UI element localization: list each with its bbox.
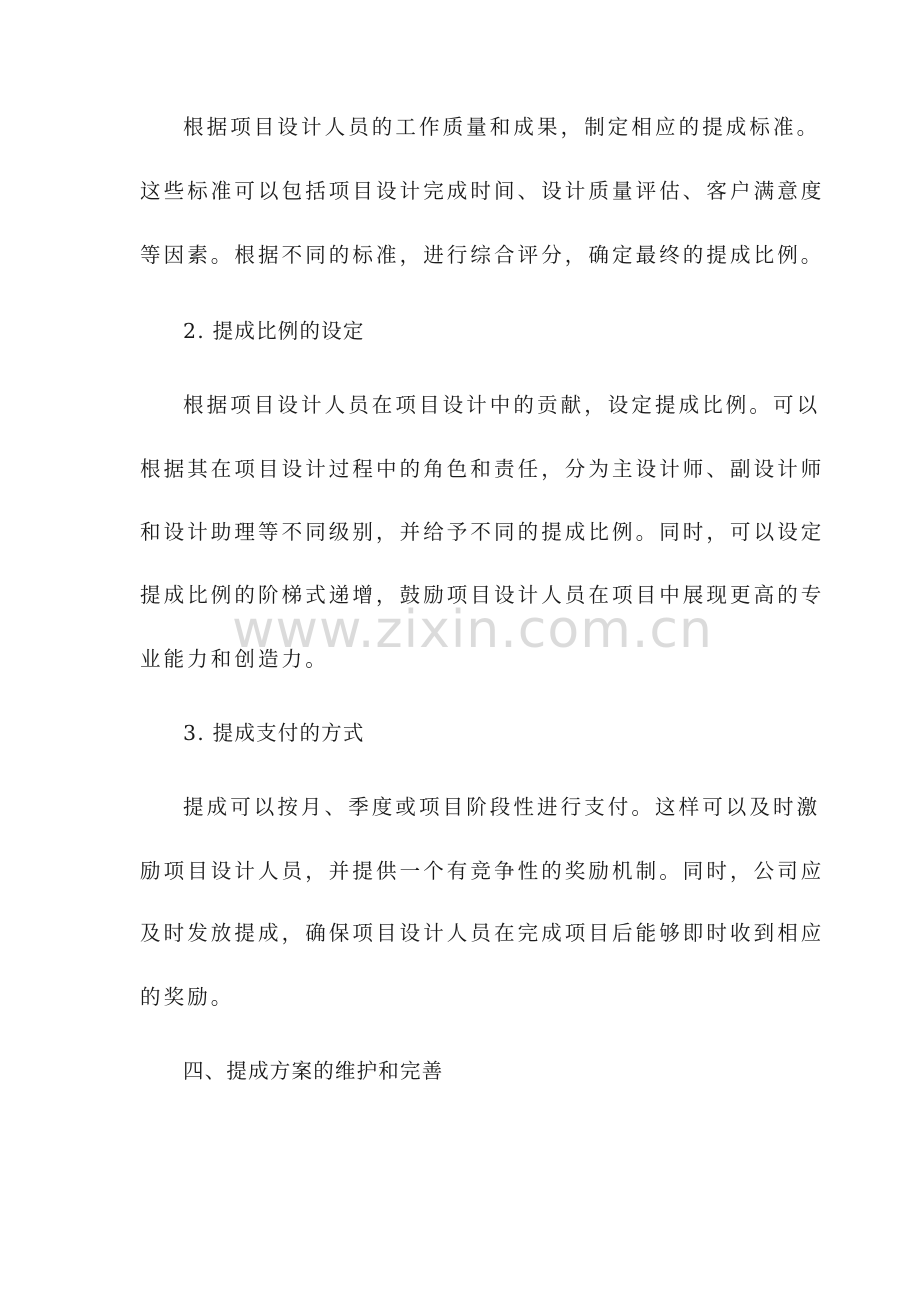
paragraph-1-line-3: 等因素。根据不同的标准，进行综合评分，确定最终的提成比例。 <box>140 243 825 267</box>
paragraph-2-line-1: 根据项目设计人员在项目设计中的贡献，设定提成比例。可以 <box>183 393 821 417</box>
paragraph-3-line-3: 及时发放提成，确保项目设计人员在完成项目后能够即时收到相应 <box>140 921 825 945</box>
section-heading-2: 2. 提成比例的设定 <box>183 319 365 343</box>
paragraph-1-line-2: 这些标准可以包括项目设计完成时间、设计质量评估、客户满意度 <box>140 179 825 203</box>
section-heading-3: 3. 提成支付的方式 <box>183 721 365 745</box>
paragraph-2-line-3: 和设计助理等不同级别，并给予不同的提成比例。同时，可以设定 <box>140 520 825 544</box>
paragraph-3-line-2: 励项目设计人员，并提供一个有竞争性的奖励机制。同时，公司应 <box>140 859 825 883</box>
paragraph-2-line-5: 业能力和创造力。 <box>140 647 329 671</box>
section-heading-4: 四、提成方案的维护和完善 <box>183 1059 444 1083</box>
paragraph-2-line-2: 根据其在项目设计过程中的角色和责任，分为主设计师、副设计师 <box>140 457 825 481</box>
watermark: www.zixin.com.cn <box>232 600 713 660</box>
paragraph-2-line-4: 提成比例的阶梯式递增，鼓励项目设计人员在项目中展现更高的专 <box>140 583 825 607</box>
paragraph-3-line-4: 的奖励。 <box>140 985 235 1009</box>
paragraph-1-line-1: 根据项目设计人员的工作质量和成果，制定相应的提成标准。 <box>183 115 821 139</box>
paragraph-3-line-1: 提成可以按月、季度或项目阶段性进行支付。这样可以及时激 <box>183 795 821 819</box>
